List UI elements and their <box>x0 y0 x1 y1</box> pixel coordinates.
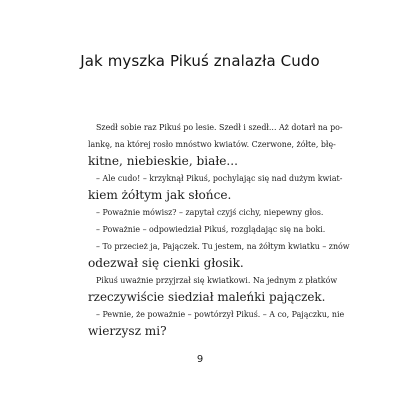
text-line-9: odezwał się cienki głosik. <box>88 256 244 270</box>
text-line-8: – To przecież ja, Pajączek. Tu jestem, na żółtym kwiatku – znów <box>96 242 350 251</box>
text-line-12: – Pewnie, że poważnie – powtórzył Pikuś. – A co, Pajączku, nie <box>96 310 345 319</box>
text-line-10: Pikuś uważnie przyjrzał się kwiatkowi. Na jednym z płatków <box>96 276 338 285</box>
text-line-3: kitne, niebieskie, białe... <box>88 154 238 168</box>
text-line-1: Szedł sobie raz Pikuś po lesie. Szedł i szedł... Aż dotarł na po- <box>96 123 343 132</box>
text-line-2: lankę, na której rosło mnóstwo kwiatów. Czerwone, żółte, błę- <box>88 140 336 149</box>
text-line-7: – Poważnie – odpowiedział Pikuś, rozglądając się na boki. <box>96 225 326 234</box>
story-title: Jak myszka Pikuś znalazła Cudo <box>80 52 320 70</box>
text-line-6: – Poważnie mówisz? – zapytał czyjś cichy, niepewny głos. <box>96 208 324 217</box>
story-text <box>88 119 350 340</box>
text-line-13: wierzysz mi? <box>88 324 167 338</box>
text-line-4: – Ale cudo! – krzyknął Pikuś, pochylając się nad dużym kwiat- <box>96 174 343 183</box>
page-number: 9 <box>196 354 204 365</box>
text-line-5: kiem żółtym jak słońce. <box>88 188 232 202</box>
text-line-11: rzeczywiście siedział maleńki pajączek. <box>88 290 326 304</box>
